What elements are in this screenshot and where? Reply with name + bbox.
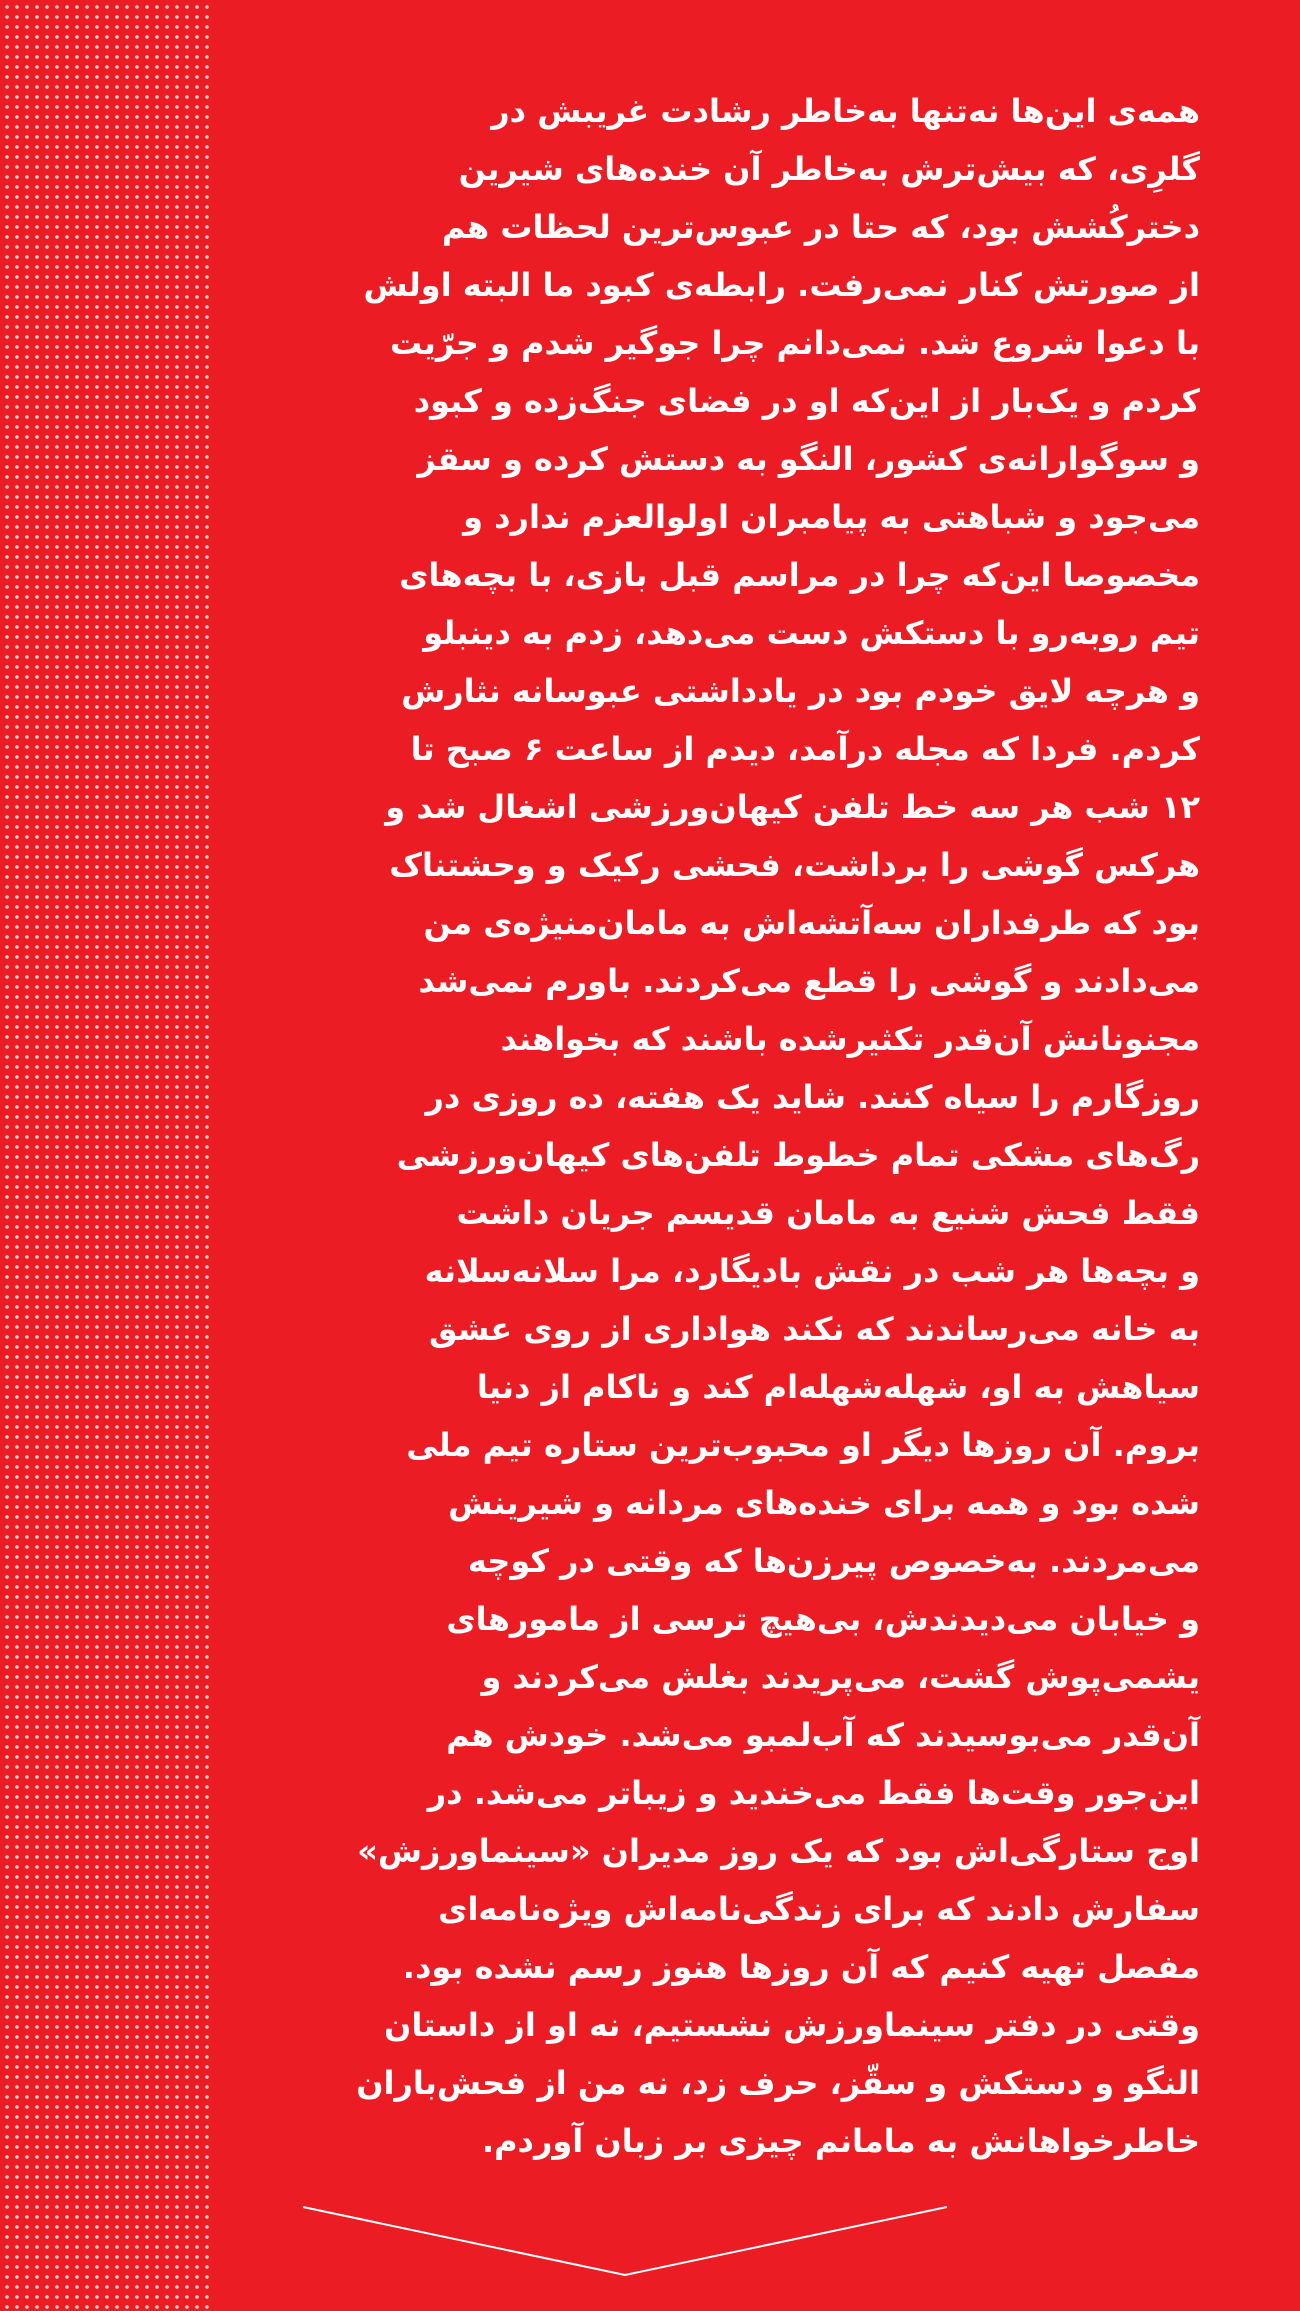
article-line: روزگارم را سیاه کنند. شاید یک هفته، ده روزی در xyxy=(425,1078,1200,1116)
article-line: وقتی در دفتر سینماورزش نشستیم، نه او از داستان xyxy=(384,2006,1200,2044)
article-line: کردم و یک‌بار از این‌که او در فضای جنگ‌زده و کبود xyxy=(413,382,1200,420)
article-line: گلرِی، که بیش‌ترش به‌خاطر آن خنده‌های شیرین xyxy=(458,150,1200,188)
article-line: دخترکُشش بود، که حتا در عبوس‌ترین لحظات هم xyxy=(441,208,1200,246)
article-line: از صورتش کنار نمی‌رفت. رابطه‌ی کبود ما البته اولش xyxy=(363,266,1200,304)
article-line: به خانه می‌رساندند که نکند هواداری از روی عشق xyxy=(429,1310,1200,1348)
article-line: مجنونانش آن‌قدر تکثیرشده باشند که بخواهند xyxy=(500,1020,1200,1058)
article-line: کردم. فردا که مجله درآمد، دیدم از ساعت ۶ صبح تا xyxy=(410,730,1200,768)
article-line: تیم روبه‌رو با دستکش دست می‌دهد، زدم به دینبلو xyxy=(423,614,1200,652)
chevron-down-icon xyxy=(300,2195,950,2285)
article-line: بود که طرفداران سه‌آتشه‌اش به ماما‌ن‌منیژه‌ی من xyxy=(423,904,1200,942)
article-line: و هرچه لایق خودم بود در یادداشتی عبوسانه نثارش xyxy=(401,672,1200,710)
article-line: می‌دادند و گوشی را قطع می‌کردند. باورم نمی‌شد xyxy=(418,962,1200,1000)
article-line: سفارش دادند که برای زندگی‌نامه‌اش ویژه‌نامه‌ای xyxy=(438,1890,1200,1928)
article-line: مفصل تهیه کنیم که آن روزها هنوز رسم نشده بود. xyxy=(402,1948,1200,1986)
article-line: سیاهش به او، شهله‌شهله‌ام کند و ناکام از دنیا xyxy=(476,1368,1200,1406)
article-line: فقط فحش شنیع به ماما‌ن قدیسم جریان داشت xyxy=(456,1194,1200,1232)
article-line: خاطرخواهانش به مامانم چیزی بر زبان آوردم. xyxy=(481,2122,1200,2160)
article-line: و بچه‌ها هر شب در نقش بادیگارد، مرا سلانه‌سلانه xyxy=(424,1252,1200,1290)
article-line: و خیابان می‌دیدندش، بی‌هیچ ترسی از مامورهای xyxy=(446,1600,1200,1638)
article-line: ۱۲ شب هر سه خط تلفن کیهان‌ورزشی اشغال شد و xyxy=(385,788,1200,826)
article-line: می‌مردند. به‌خصوص پیرزن‌ها که وقتی در کوچه xyxy=(467,1542,1200,1580)
article-line: آن‌قدر می‌بوسیدند که آب‌لمبو می‌شد. خودش هم xyxy=(446,1716,1200,1754)
article-body xyxy=(300,82,1200,2170)
article-line: با دعوا شروع شد. نمی‌دانم چرا جوگیر شدم و جرّیت xyxy=(390,324,1200,362)
article-line: اوج ستارگی‌اش بود که یک روز مدیران «سینماورزش» xyxy=(357,1832,1200,1870)
article-line: این‌جور وقت‌ها فقط می‌خندید و زیباتر می‌شد. در xyxy=(427,1774,1200,1812)
article-line: بروم. آن روزها دیگر او محبوب‌ترین ستاره تیم ملی xyxy=(406,1426,1200,1464)
article-line: هرکس گوشی را برداشت، فحشی رکیک و وحشتناک xyxy=(389,846,1200,884)
article-line: و سوگوارانه‌ی کشور، النگو به دستش کرده و سقز xyxy=(417,440,1200,478)
article-line: النگو و دستکش و سقّز، حرف زد، نه من از فحش‌باران xyxy=(356,2064,1200,2102)
article-line: رگ‌های مشکی تمام خطوط تلفن‌های کیهان‌ورزشی xyxy=(396,1136,1200,1174)
article-line: همه‌ی این‌ها نه‌تنها به‌خاطر رشادت غریبش در xyxy=(491,92,1200,130)
article-line: مخصوصا این‌که چرا در مراسم قبل بازی، با بچه‌های xyxy=(399,556,1200,594)
article-line: شده بود و همه برای خنده‌های مردانه و شیرینش xyxy=(448,1484,1200,1522)
dotted-pattern-strip xyxy=(0,0,210,2311)
article-line: یشمی‌پوش گشت، می‌پریدند بغلش می‌کردند و xyxy=(481,1658,1200,1696)
article-line: می‌جود و شباهتی به پیامبران اولوالعزم ندارد و xyxy=(463,498,1200,536)
